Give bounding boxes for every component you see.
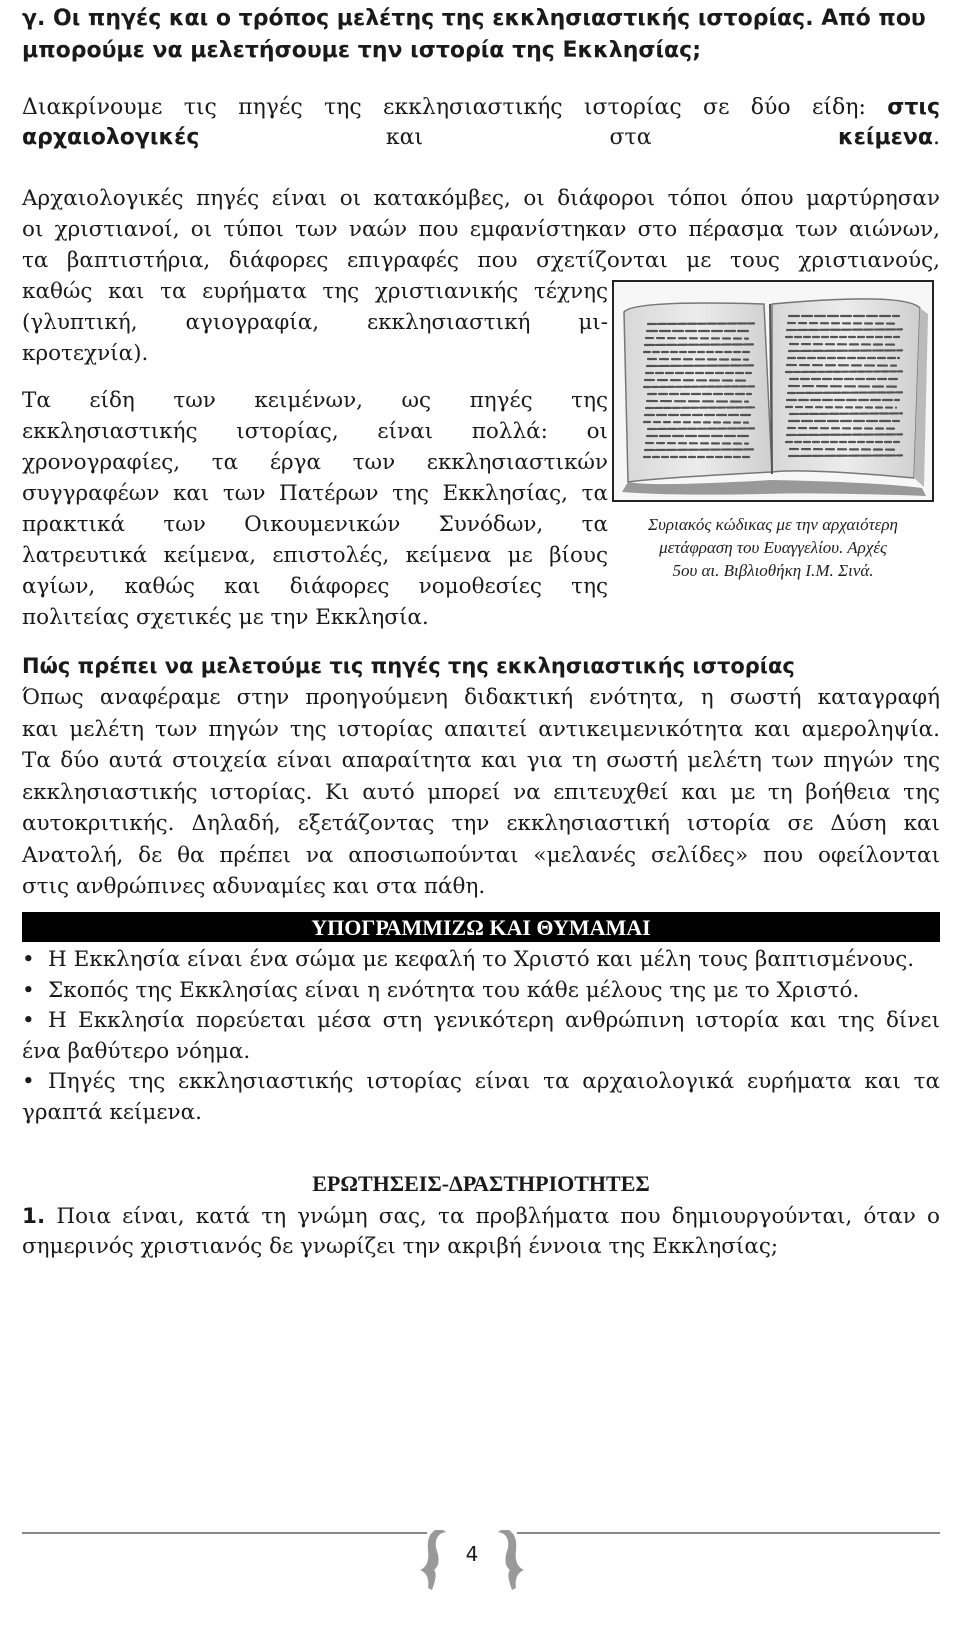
highlight-bar: ΥΠΟΓΡΑΜΜΙΖΩ ΚΑΙ ΘΥΜΑΜΑΙ <box>22 912 940 942</box>
text-line: Αρχαιολογικές πηγές είναι οι κατακόμβες, οι διάφοροι τόποι όπου μαρτύρησαν <box>22 186 940 211</box>
caption-line: 5ου αι. Βιβλιοθήκη Ι.Μ. Σινά. <box>672 561 874 580</box>
question-line <box>22 1202 940 1232</box>
text-line: λατρευτικά κείμενα, επιστολές, κείμενα με βίους <box>22 543 608 568</box>
manuscript-illustration <box>614 282 932 500</box>
text-line: κροτεχνία). <box>22 341 149 366</box>
bullet-line <box>22 1067 940 1098</box>
manuscript-script-line <box>789 350 902 351</box>
manuscript-script-line <box>790 344 896 345</box>
text-line: συγγραφέων και των Πατέρων της Εκκλησίας, τα <box>22 481 608 506</box>
intro-text: Διακρίνουμε τις πηγές της εκκλησιαστικής ιστορίας σε δύο είδη: <box>22 95 888 120</box>
manuscript-script-line <box>787 365 896 366</box>
manuscript-photo <box>612 280 934 502</box>
bullet-text: Πηγές της εκκλησιαστικής ιστορίας είναι τα αρχαιολογικά ευρήματα και τα <box>48 1069 940 1094</box>
intro-paragraph <box>22 93 940 153</box>
bullet-icon: • <box>22 977 35 1003</box>
manuscript-script-line <box>786 407 896 408</box>
manuscript-script-line <box>788 392 902 393</box>
manuscript-script-line <box>645 449 754 450</box>
figure-caption <box>620 513 926 582</box>
page-footer <box>22 1530 940 1590</box>
bullet-line <box>22 1006 940 1037</box>
bullet-item <box>22 945 940 976</box>
text-line: πρακτικά των Οικουμενικών Συνόδων, τα <box>22 512 608 537</box>
text-line: πολιτείας σχετικές με την Εκκλησία. <box>22 605 429 630</box>
intro-text: και στα <box>199 125 839 150</box>
text-line: καθώς και τα ευρήματα της χριστιανικής τέχνης <box>22 279 608 304</box>
intro-bold-archaeological: αρχαιολογικές <box>22 125 200 150</box>
intro-bold-texts: κείμενα <box>838 125 933 150</box>
manuscript-script-line <box>645 380 748 381</box>
section-title: γ. Οι πηγές και ο τρόπος μελέτης της εκκλησιαστικής ιστορίας. Από που μπορούμε να μελετήσουμε την ιστορία της Εκκλησίας; <box>22 6 926 63</box>
manuscript-script-line <box>787 329 902 330</box>
manuscript-script-line <box>787 434 902 435</box>
text-line: αγίων, καθώς και διάφορες νομοθεσίες της <box>22 574 608 599</box>
bullet-item <box>22 1006 940 1067</box>
manuscript-script-line <box>646 407 754 408</box>
text-line: εκκλησιαστικής ιστορίας. Κι αυτό μπορεί να επιτευχθεί και με τη βοήθεια της <box>22 779 940 805</box>
bullet-text: Η Εκκλησία είναι ένα σώμα με κεφαλή το Χριστό και μέλη τους βαπτισμένους. <box>48 947 915 972</box>
manuscript-script-line <box>789 455 902 456</box>
question-text: σημερινός χριστιανός δε γνωρίζει την ακριβή έννοια της Εκκλησίας; <box>22 1234 779 1259</box>
question-1 <box>22 1202 940 1262</box>
manuscript-script-line <box>648 323 754 324</box>
question-number: 1. <box>22 1204 46 1229</box>
text-sources-paragraph <box>22 385 608 633</box>
text-line: οι χριστιανοί, οι τύποι των ναών που εμφανίστηκαν στο πέρασμα των αιώνων, <box>22 217 940 242</box>
manuscript-script-line <box>647 365 754 366</box>
caption-line: μετάφραση του Ευαγγελίου. Αρχές <box>659 538 887 557</box>
text-line: (γλυπτική, αγιογραφία, εκκλησιαστική μι- <box>22 310 608 335</box>
bullet-text: ένα βαθύτερο νόημα. <box>22 1038 251 1064</box>
text-line: αυτοκριτικής. Δηλαδή, εξετάζοντας την εκκλησιαστική ιστορία σε Δύση και <box>22 811 940 836</box>
text-line: και μελέτη των πηγών της ιστορίας απαιτεί αντικειμενικότητα και αμεροληψία. <box>22 716 940 742</box>
manuscript-script-line <box>788 428 896 429</box>
manuscript-script-line <box>790 413 902 414</box>
manuscript-script-line <box>648 359 748 360</box>
question-text: Ποια είναι, κατά τη γνώμη σας, τα προβλήματα που δημιουργούνται, όταν ο <box>45 1204 940 1229</box>
bullet-text: Σκοπός της Εκκλησίας είναι η ενότητα του κάθε μέλους της με το Χριστό. <box>48 977 860 1003</box>
text-line: χρονογραφίες, τα έργα των εκκλησιαστικών <box>22 450 608 475</box>
study-paragraph <box>22 682 940 903</box>
manuscript-script-line <box>786 371 902 372</box>
text-line: Τα δύο αυτά στοιχεία είναι απαραίτητα και για τη σωστή μελέτη των πηγών της <box>22 748 940 773</box>
text-line: Τα είδη των κειμένων, ως πηγές της <box>22 388 608 413</box>
bullet-icon: • <box>22 1069 35 1094</box>
text-line: Όπως αναφέραμε στην προηγούμενη διδακτική ενότητα, η σωστή καταγραφή <box>22 685 940 710</box>
manuscript-script-line <box>790 449 896 450</box>
intro-bold-word: στις <box>887 95 940 120</box>
manuscript-script-line <box>645 344 754 345</box>
manuscript-script-line <box>647 401 748 402</box>
key-points-list <box>22 945 940 1128</box>
intro-period: . <box>933 125 940 150</box>
text-line: τα βαπτιστήρια, διάφορες επιγραφές που σχετίζονται με τους χριστιανούς, <box>22 248 940 273</box>
bullet-item <box>22 1067 940 1128</box>
text-line: Ανατολή, δε θα πρέπει να αποσιωπούνται «μελανές σελίδες» που οφείλονται <box>22 842 940 868</box>
page-number: 4 <box>465 1542 479 1566</box>
bullet-item <box>22 976 940 1007</box>
manuscript-script-line <box>788 323 896 324</box>
text-line: στις ανθρώπινες αδυναμίες και στα πάθη. <box>22 874 486 899</box>
text-line: εκκλησιαστικής ιστορίας, είναι πολλά: οι <box>22 419 608 444</box>
caption-line: Συριακός κώδικας με την αρχαιότερη <box>648 515 898 534</box>
bullet-icon: • <box>22 1008 35 1033</box>
bullet-text: Η Εκκλησία πορεύεται μέσα στη γενικότερη ανθρώπινη ιστορία και της δίνει <box>48 1008 940 1033</box>
manuscript-script-line <box>648 428 754 429</box>
manuscript-script-line <box>644 386 754 387</box>
activities-heading: ΕΡΩΤΗΣΕΙΣ-ΔΡΑΣΤΗΡΙΟΤΗΤΕΣ <box>312 1171 650 1196</box>
study-heading: Πώς πρέπει να μελετούμε τις πηγές της εκκλησιαστικής ιστορίας <box>22 654 795 678</box>
document-page <box>22 0 940 1634</box>
bullet-icon: • <box>22 947 35 972</box>
bullet-text: γραπτά κείμενα. <box>22 1099 202 1125</box>
